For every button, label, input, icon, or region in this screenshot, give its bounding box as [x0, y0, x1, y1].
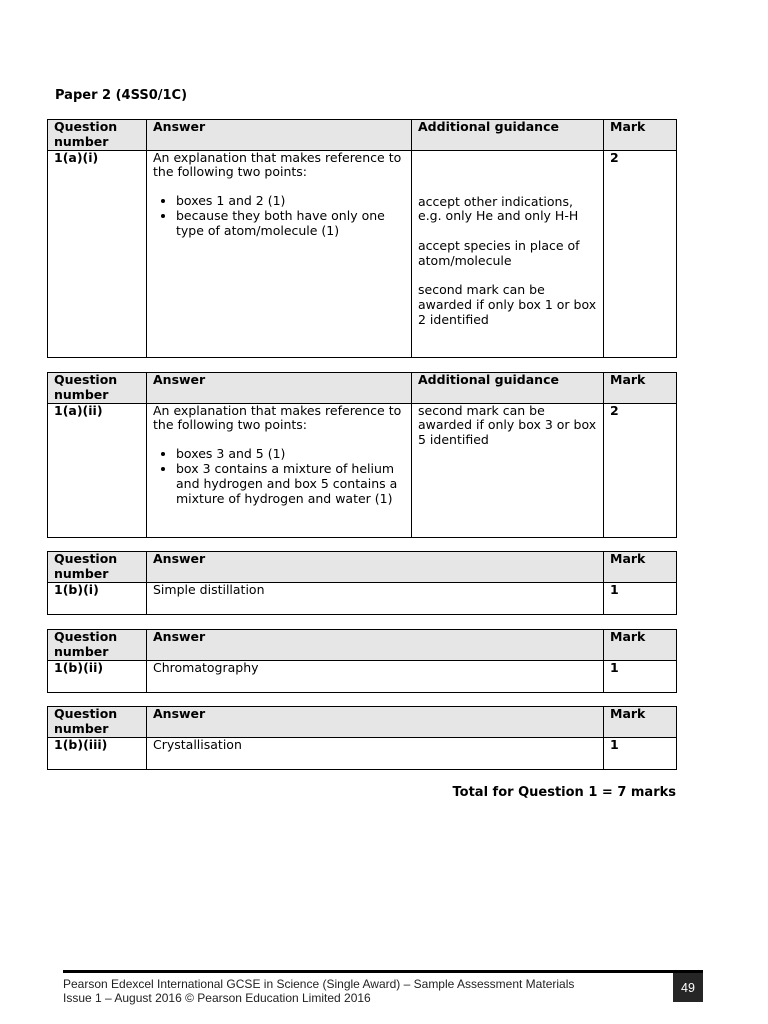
- answer-points: [153, 447, 405, 506]
- mark-header: Mark: [604, 630, 677, 661]
- guidance-text: second mark can be awarded if only box 1 or box 2 identified: [418, 282, 597, 327]
- answer-cell: [147, 150, 412, 357]
- guidance-header: Additional guidance: [412, 120, 604, 151]
- table-row: [48, 737, 677, 769]
- mark-scheme-table-1aii: [47, 372, 677, 538]
- paper-title: Paper 2 (4SS0/1C): [55, 88, 188, 103]
- guidance-header: Additional guidance: [412, 373, 604, 404]
- question-number-header: Question number: [48, 373, 147, 404]
- table-row: [48, 403, 677, 537]
- answer-points: [153, 194, 405, 238]
- answer-header: Answer: [147, 630, 604, 661]
- question-number: 1(b)(iii): [48, 737, 147, 769]
- table-row: [48, 660, 677, 692]
- table-row: [48, 150, 677, 357]
- answer-point: • boxes 3 and 5 (1): [176, 447, 405, 462]
- guidance-cell: [412, 403, 604, 537]
- question-number: 1(a)(i): [48, 150, 147, 357]
- mark-scheme-table-1ai: [47, 119, 677, 358]
- answer-intro: An explanation that makes reference to the following two points:: [153, 402, 402, 433]
- guidance-text: second mark can be awarded if only box 3 or box 5 identified: [418, 402, 597, 448]
- header-row: [48, 373, 677, 404]
- question-total: Total for Question 1 = 7 marks: [452, 785, 676, 800]
- footer-line-1: Pearson Edexcel International GCSE in Science (Single Award) – Sample Assessment Materials: [63, 977, 575, 991]
- page-footer: [63, 970, 703, 1005]
- question-number: 1(a)(ii): [48, 403, 147, 537]
- footer-line-2: Issue 1 – August 2016 © Pearson Education Limited 2016: [63, 991, 371, 1005]
- mark-value: 2: [604, 403, 677, 537]
- mark-header: Mark: [604, 373, 677, 404]
- question-number: 1(b)(i): [48, 582, 147, 614]
- header-row: [48, 552, 677, 583]
- answer-cell: Chromatography: [147, 660, 604, 692]
- page-number: 49: [673, 973, 703, 1002]
- answer-header: Answer: [147, 120, 412, 151]
- answer-header: Answer: [147, 707, 604, 738]
- guidance-text: accept other indications, e.g. only He and only H-H: [418, 193, 579, 224]
- mark-value: 1: [604, 582, 677, 614]
- question-number-header: Question number: [48, 630, 147, 661]
- mark-scheme-table-1biii: [47, 706, 677, 770]
- header-row: [48, 120, 677, 151]
- answer-cell: Crystallisation: [147, 737, 604, 769]
- mark-scheme-table-1bii: [47, 629, 677, 693]
- answer-point: • because they both have only one type of atom/molecule (1): [176, 209, 405, 239]
- mark-value: 1: [604, 660, 677, 692]
- answer-header: Answer: [147, 552, 604, 583]
- answer-header: Answer: [147, 373, 412, 404]
- question-number-header: Question number: [48, 120, 147, 151]
- mark-header: Mark: [604, 552, 677, 583]
- question-number-header: Question number: [48, 552, 147, 583]
- mark-value: 1: [604, 737, 677, 769]
- footer-text: [63, 977, 574, 1005]
- mark-header: Mark: [604, 707, 677, 738]
- question-number-header: Question number: [48, 707, 147, 738]
- table-row: [48, 582, 677, 614]
- header-row: [48, 707, 677, 738]
- answer-point: • box 3 contains a mixture of helium and hydrogen and box 5 contains a mixture of hydrogen and water (1): [176, 462, 405, 506]
- answer-intro: An explanation that makes reference to the following two points:: [153, 149, 402, 180]
- answer-cell: Simple distillation: [147, 582, 604, 614]
- header-row: [48, 630, 677, 661]
- answer-cell: [147, 403, 412, 537]
- question-number: 1(b)(ii): [48, 660, 147, 692]
- mark-scheme-table-1bi: [47, 551, 677, 615]
- guidance-cell: [412, 150, 604, 357]
- mark-value: 2: [604, 150, 677, 357]
- mark-header: Mark: [604, 120, 677, 151]
- answer-point: • boxes 1 and 2 (1): [176, 194, 405, 209]
- guidance-text: accept species in place of atom/molecule: [418, 237, 580, 268]
